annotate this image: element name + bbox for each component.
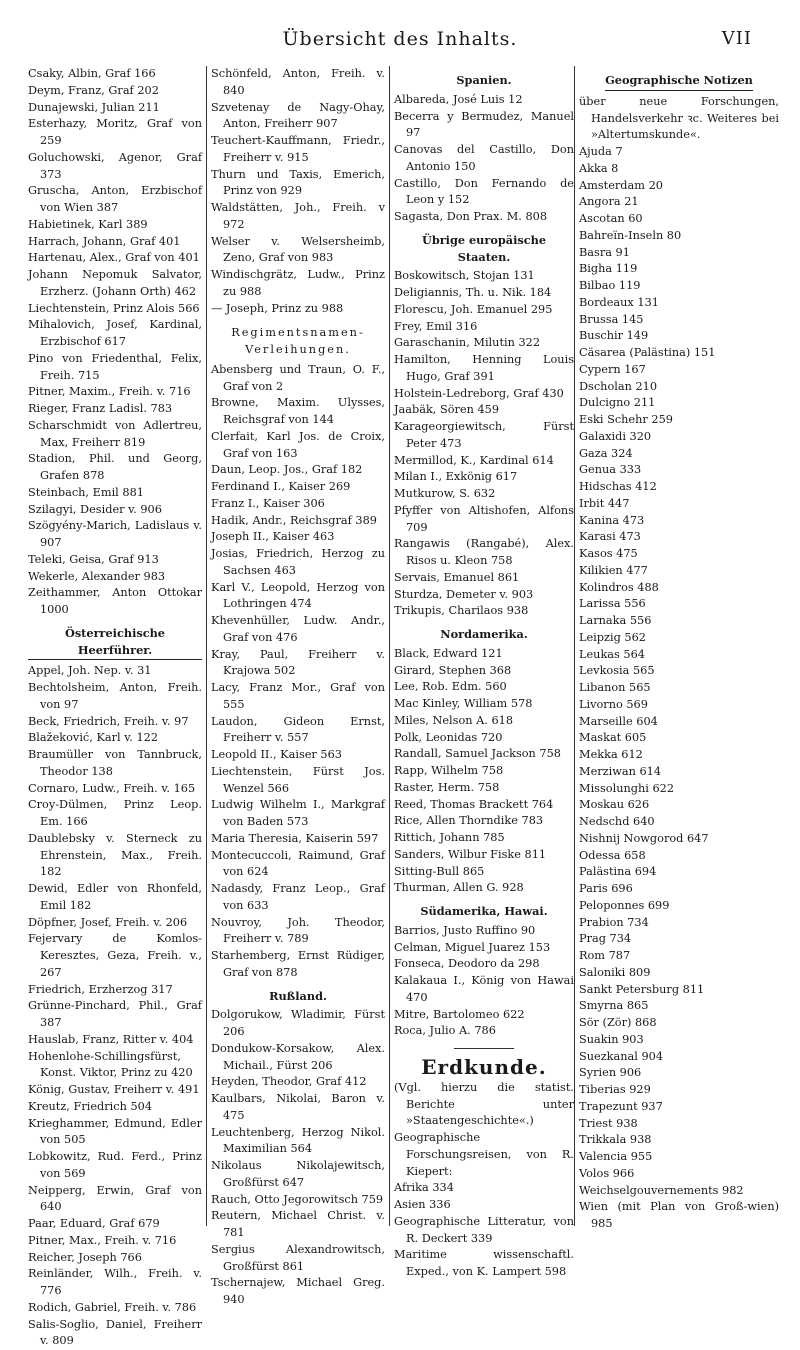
index-entry: Servais, Emanuel 861 bbox=[394, 570, 574, 587]
index-entry: Fonseca, Deodoro da 298 bbox=[394, 956, 574, 973]
index-entry: Syrien 906 bbox=[579, 1065, 779, 1082]
index-entry: König, Gustav, Freiherr v. 491 bbox=[28, 1082, 202, 1099]
index-entry: Missolunghi 622 bbox=[579, 781, 779, 798]
index-entry: Nouvroy, Joh. Theodor, Freiherr v. 789 bbox=[211, 915, 385, 949]
index-entry: Mutkurow, S. 632 bbox=[394, 486, 574, 503]
index-entry: Kanina 473 bbox=[579, 513, 779, 530]
index-entry: Saloniki 809 bbox=[579, 965, 779, 982]
column-1 bbox=[28, 66, 202, 1226]
index-entry: Cypern 167 bbox=[579, 362, 779, 379]
index-entry: Livorno 569 bbox=[579, 697, 779, 714]
index-entry: Kaulbars, Nikolai, Baron v. 475 bbox=[211, 1091, 385, 1125]
index-entry: Croy-Dülmen, Prinz Leop. Em. 166 bbox=[28, 797, 202, 831]
section-heading: Nordamerika. bbox=[394, 626, 574, 643]
index-entry: Suezkanal 904 bbox=[579, 1049, 779, 1066]
index-entry: Leopold II., Kaiser 563 bbox=[211, 747, 385, 764]
index-entry: Sagasta, Don Prax. M. 808 bbox=[394, 209, 574, 226]
index-entry: Karasi 473 bbox=[579, 529, 779, 546]
index-entry: Bilbao 119 bbox=[579, 278, 779, 295]
index-entry: Teleki, Geisa, Graf 913 bbox=[28, 552, 202, 569]
index-entry: Rice, Allen Thorndike 783 bbox=[394, 813, 574, 830]
index-entry: Rodich, Gabriel, Freih. v. 786 bbox=[28, 1300, 202, 1317]
index-entry: Hauslab, Franz, Ritter v. 404 bbox=[28, 1032, 202, 1049]
index-entry: Garaschanin, Milutin 322 bbox=[394, 335, 574, 352]
index-entry: Mac Kinley, William 578 bbox=[394, 696, 574, 713]
index-entry: Grünne-Pinchard, Phil., Graf 387 bbox=[28, 998, 202, 1032]
index-entry: Liechtenstein, Prinz Alois 566 bbox=[28, 301, 202, 318]
index-entry: Reed, Thomas Brackett 764 bbox=[394, 797, 574, 814]
index-entry: Maria Theresia, Kaiserin 597 bbox=[211, 831, 385, 848]
index-entry: Larnaka 556 bbox=[579, 613, 779, 630]
index-entry: Smyrna 865 bbox=[579, 998, 779, 1015]
section-heading: Regimentsnamen-Verleihungen. bbox=[211, 325, 385, 359]
index-entry: Welser v. Welsersheimb, Zeno, Graf von 983 bbox=[211, 234, 385, 268]
index-entry: Dscholan 210 bbox=[579, 379, 779, 396]
index-entry: Pfyffer von Altishofen, Alfons 709 bbox=[394, 503, 574, 537]
index-entry: Krieghammer, Edmund, Edler von 505 bbox=[28, 1116, 202, 1150]
index-entry: Csaky, Albin, Graf 166 bbox=[28, 66, 202, 83]
index-entry: Dewid, Edler von Rhonfeld, Emil 182 bbox=[28, 881, 202, 915]
index-entry: Tiberias 929 bbox=[579, 1082, 779, 1099]
index-entry: Kray, Paul, Freiherr v. Krajowa 502 bbox=[211, 647, 385, 681]
index-entry: Akka 8 bbox=[579, 161, 779, 178]
page-number: VII bbox=[722, 28, 752, 49]
index-entry: Merziwan 614 bbox=[579, 764, 779, 781]
index-entry: Ludwig Wilhelm I., Markgraf von Baden 573 bbox=[211, 797, 385, 831]
index-entry: Kreutz, Friedrich 504 bbox=[28, 1099, 202, 1116]
index-entry: Harrach, Johann, Graf 401 bbox=[28, 234, 202, 251]
index-entry: Dulcigno 211 bbox=[579, 395, 779, 412]
index-entry: Afrika 334 bbox=[394, 1180, 574, 1197]
index-entry: Volos 966 bbox=[579, 1166, 779, 1183]
index-entry: Galaxidi 320 bbox=[579, 429, 779, 446]
column-2 bbox=[206, 66, 385, 1226]
index-entry: Kolindros 488 bbox=[579, 580, 779, 597]
index-entry: Asien 336 bbox=[394, 1197, 574, 1214]
index-entry: Triest 938 bbox=[579, 1116, 779, 1133]
index-entry: Gruscha, Anton, Erzbischof von Wien 387 bbox=[28, 183, 202, 217]
index-entry: Leipzig 562 bbox=[579, 630, 779, 647]
index-entry: Esterhazy, Moritz, Graf von 259 bbox=[28, 116, 202, 150]
section-heading: Spanien. bbox=[394, 72, 574, 89]
index-entry: Friedrich, Erzherzog 317 bbox=[28, 982, 202, 999]
index-entry: Palästina 694 bbox=[579, 864, 779, 881]
index-entry: Leuchtenberg, Herzog Nikol. Maximilian 564 bbox=[211, 1125, 385, 1159]
index-entry: Albareda, José Luis 12 bbox=[394, 92, 574, 109]
index-entry: Nedschd 640 bbox=[579, 814, 779, 831]
index-entry: Kasos 475 bbox=[579, 546, 779, 563]
index-entry: Dondukow-Korsakow, Alex. Michail., Fürst 206 bbox=[211, 1041, 385, 1075]
index-entry: Florescu, Joh. Emanuel 295 bbox=[394, 302, 574, 319]
index-entry: Starhemberg, Ernst Rüdiger, Graf von 878 bbox=[211, 948, 385, 982]
index-entry: Thurman, Allen G. 928 bbox=[394, 880, 574, 897]
index-entry: Rauch, Otto Jegorowitsch 759 bbox=[211, 1192, 385, 1209]
index-entry: Zeithammer, Anton Ottokar 1000 bbox=[28, 585, 202, 619]
index-entry: Genua 333 bbox=[579, 462, 779, 479]
index-entry: Frey, Emil 316 bbox=[394, 319, 574, 336]
index-entry: Geographische Forschungsreisen, von R. Kiepert: bbox=[394, 1130, 574, 1180]
index-entry: Rieger, Franz Ladisl. 783 bbox=[28, 401, 202, 418]
index-entry: Deligiannis, Th. u. Nik. 184 bbox=[394, 285, 574, 302]
index-entry: Angora 21 bbox=[579, 194, 779, 211]
index-entry: Geographische Litteratur, von R. Deckert 339 bbox=[394, 1214, 574, 1248]
column-4 bbox=[574, 66, 779, 1226]
index-entry: Reutern, Michael Christ. v. 781 bbox=[211, 1208, 385, 1242]
index-entry: Pitner, Max., Freih. v. 716 bbox=[28, 1233, 202, 1250]
index-entry: Girard, Stephen 368 bbox=[394, 663, 574, 680]
index-entry: Leukas 564 bbox=[579, 647, 779, 664]
index-entry: Nikolaus Nikolajewitsch, Großfürst 647 bbox=[211, 1158, 385, 1192]
divider bbox=[454, 1048, 514, 1049]
index-entry: Reicher, Joseph 766 bbox=[28, 1250, 202, 1267]
section-heading: Übrige europäische Staaten. bbox=[394, 232, 574, 266]
index-entry: Moskau 626 bbox=[579, 797, 779, 814]
index-entry: Scharschmidt von Adlertreu, Max, Freiherr 819 bbox=[28, 418, 202, 452]
index-entry: Appel, Joh. Nep. v. 31 bbox=[28, 663, 202, 680]
index-entry: Lacy, Franz Mor., Graf von 555 bbox=[211, 680, 385, 714]
index-entry: Paris 696 bbox=[579, 881, 779, 898]
index-entry: Miles, Nelson A. 618 bbox=[394, 713, 574, 730]
index-entry: Beck, Friedrich, Freih. v. 97 bbox=[28, 714, 202, 731]
index-entry: Eski Schehr 259 bbox=[579, 412, 779, 429]
section-heading: Rußland. bbox=[211, 988, 385, 1005]
index-entry: Stadion, Phil. und Georg, Grafen 878 bbox=[28, 451, 202, 485]
column-3 bbox=[389, 66, 574, 1226]
index-entry: Jaabäk, Sören 459 bbox=[394, 402, 574, 419]
index-entry: Rapp, Wilhelm 758 bbox=[394, 763, 574, 780]
index-entry: Mihalovich, Josef, Kardinal, Erzbischof 617 bbox=[28, 317, 202, 351]
index-entry: Polk, Leonidas 720 bbox=[394, 730, 574, 747]
index-entry: Rittich, Johann 785 bbox=[394, 830, 574, 847]
index-entry: Gaza 324 bbox=[579, 446, 779, 463]
section-note: (Vgl. hierzu die statist. Berichte unter »Staatengeschichte«.) bbox=[394, 1080, 574, 1130]
index-entry: Neipperg, Erwin, Graf von 640 bbox=[28, 1183, 202, 1217]
index-entry: Blažeković, Karl v. 122 bbox=[28, 730, 202, 747]
index-entry: Steinbach, Emil 881 bbox=[28, 485, 202, 502]
index-entry: Schönfeld, Anton, Freih. v. 840 bbox=[211, 66, 385, 100]
index-entry: Peloponnes 699 bbox=[579, 898, 779, 915]
index-entry: Becerra y Bermudez, Manuel 97 bbox=[394, 109, 574, 143]
index-entry: Raster, Herm. 758 bbox=[394, 780, 574, 797]
index-entry: Maskat 605 bbox=[579, 730, 779, 747]
index-entry: Franz I., Kaiser 306 bbox=[211, 496, 385, 513]
index-entry: Mekka 612 bbox=[579, 747, 779, 764]
index-entry: Hamilton, Henning Louis Hugo, Graf 391 bbox=[394, 352, 574, 386]
index-entry: Barrios, Justo Ruffino 90 bbox=[394, 923, 574, 940]
index-entry: Döpfner, Josef, Freih. v. 206 bbox=[28, 915, 202, 932]
index-entry: Nishnij Nowgorod 647 bbox=[579, 831, 779, 848]
index-entry: Cäsarea (Palästina) 151 bbox=[579, 345, 779, 362]
index-entry: Roca, Julio A. 786 bbox=[394, 1023, 574, 1040]
index-entry: Boskowitsch, Stojan 131 bbox=[394, 268, 574, 285]
index-entry: Khevenhüller, Ludw. Andr., Graf von 476 bbox=[211, 613, 385, 647]
index-entry: Szilagyi, Desider v. 906 bbox=[28, 502, 202, 519]
index-entry: Amsterdam 20 bbox=[579, 178, 779, 195]
index-entry: Buschir 149 bbox=[579, 328, 779, 345]
index-entry: Hidschas 412 bbox=[579, 479, 779, 496]
index-entry: Karageorgiewitsch, Fürst Peter 473 bbox=[394, 419, 574, 453]
index-entry: Clerfait, Karl Jos. de Croix, Graf von 163 bbox=[211, 429, 385, 463]
index-entry: Browne, Maxim. Ulysses, Reichsgraf von 144 bbox=[211, 395, 385, 429]
index-entry: Trikupis, Charilaos 938 bbox=[394, 603, 574, 620]
index-entry: Basra 91 bbox=[579, 245, 779, 262]
page-header bbox=[0, 22, 800, 54]
index-entry: Sankt Petersburg 811 bbox=[579, 982, 779, 999]
index-entry: Paar, Eduard, Graf 679 bbox=[28, 1216, 202, 1233]
index-entry: Windischgrätz, Ludw., Prinz zu 988 bbox=[211, 267, 385, 301]
index-entry: Lobkowitz, Rud. Ferd., Prinz von 569 bbox=[28, 1149, 202, 1183]
index-entry: Mitre, Bartolomeo 622 bbox=[394, 1007, 574, 1024]
index-entry: Irbit 447 bbox=[579, 496, 779, 513]
index-entry: Bigha 119 bbox=[579, 261, 779, 278]
index-entry: Kilikien 477 bbox=[579, 563, 779, 580]
index-entry: Milan I., Exkönig 617 bbox=[394, 469, 574, 486]
index-entry: Weichselgouvernements 982 bbox=[579, 1183, 779, 1200]
index-entry: Mermillod, K., Kardinal 614 bbox=[394, 453, 574, 470]
index-entry: Sturdza, Demeter v. 903 bbox=[394, 587, 574, 604]
index-entry: Fejervary de Komlos-Keresztes, Geza, Freih. v., 267 bbox=[28, 931, 202, 981]
index-entry: Kalakaua I., König von Hawai 470 bbox=[394, 973, 574, 1007]
index-entry: Johann Nepomuk Salvator, Erzherz. (Johann Orth) 462 bbox=[28, 267, 202, 301]
index-entry: Heyden, Theodor, Graf 412 bbox=[211, 1074, 385, 1091]
index-entry: Josias, Friedrich, Herzog zu Sachsen 463 bbox=[211, 546, 385, 580]
index-entry: Wekerle, Alexander 983 bbox=[28, 569, 202, 586]
index-entry: Black, Edward 121 bbox=[394, 646, 574, 663]
index-entry: Teuchert-Kauffmann, Friedr., Freiherr v. 915 bbox=[211, 133, 385, 167]
index-entry: Rom 787 bbox=[579, 948, 779, 965]
index-entry: Castillo, Don Fernando de Leon y 152 bbox=[394, 176, 574, 210]
index-entry: Prag 734 bbox=[579, 931, 779, 948]
section-heading: Geographische Notizen bbox=[579, 72, 779, 91]
index-entry: Bordeaux 131 bbox=[579, 295, 779, 312]
index-entry: Hartenau, Alex., Graf von 401 bbox=[28, 250, 202, 267]
index-entry: Trapezunt 937 bbox=[579, 1099, 779, 1116]
index-entry: Szögyény-Marich, Ladislaus v. 907 bbox=[28, 518, 202, 552]
index-entry: Suakin 903 bbox=[579, 1032, 779, 1049]
index-entry: Pino von Friedenthal, Felix, Freih. 715 bbox=[28, 351, 202, 385]
index-entry: Braumüller von Tannbruck, Theodor 138 bbox=[28, 747, 202, 781]
index-entry: Sergius Alexandrowitsch, Großfürst 861 bbox=[211, 1242, 385, 1276]
index-entry: Odessa 658 bbox=[579, 848, 779, 865]
index-entry: Randall, Samuel Jackson 758 bbox=[394, 746, 574, 763]
index-entry: Celman, Miguel Juarez 153 bbox=[394, 940, 574, 957]
index-entry: Laudon, Gideon Ernst, Freiherr v. 557 bbox=[211, 714, 385, 748]
index-entry: Reinländer, Wilh., Freih. v. 776 bbox=[28, 1266, 202, 1300]
index-entry: Ajuda 7 bbox=[579, 144, 779, 161]
index-entry: Hohenlohe-Schillingsfürst, Konst. Viktor, Prinz zu 420 bbox=[28, 1049, 202, 1083]
index-entry: Valencia 955 bbox=[579, 1149, 779, 1166]
index-entry: Daun, Leop. Jos., Graf 182 bbox=[211, 462, 385, 479]
index-entry: Dunajewski, Julian 211 bbox=[28, 100, 202, 117]
index-entry: Salis-Soglio, Daniel, Freiherr v. 809 bbox=[28, 1317, 202, 1350]
index-entry: Marseille 604 bbox=[579, 714, 779, 731]
index-entry: Dolgorukow, Wladimir, Fürst 206 bbox=[211, 1007, 385, 1041]
index-entry: Deym, Franz, Graf 202 bbox=[28, 83, 202, 100]
index-entry: Szvetenay de Nagy-Ohay, Anton, Freiherr 907 bbox=[211, 100, 385, 134]
index-entry: Maritime wissenschaftl. Exped., von K. Lampert 598 bbox=[394, 1247, 574, 1281]
index-entry: Thurn und Taxis, Emerich, Prinz von 929 bbox=[211, 167, 385, 201]
index-entry: Holstein-Ledreborg, Graf 430 bbox=[394, 386, 574, 403]
index-entry: Sitting-Bull 865 bbox=[394, 864, 574, 881]
section-title: Erdkunde. bbox=[394, 1059, 574, 1076]
index-entry: Brussa 145 bbox=[579, 312, 779, 329]
index-entry: Liechtenstein, Fürst Jos. Wenzel 566 bbox=[211, 764, 385, 798]
index-entry: Canovas del Castillo, Don Antonio 150 bbox=[394, 142, 574, 176]
index-entry: Goluchowski, Agenor, Graf 373 bbox=[28, 150, 202, 184]
index-entry: Karl V., Leopold, Herzog von Lothringen 474 bbox=[211, 580, 385, 614]
index-entry: Ferdinand I., Kaiser 269 bbox=[211, 479, 385, 496]
index-entry: Bechtolsheim, Anton, Freih. von 97 bbox=[28, 680, 202, 714]
index-entry: Montecuccoli, Raimund, Graf von 624 bbox=[211, 848, 385, 882]
index-entry: Tschernajew, Michael Greg. 940 bbox=[211, 1275, 385, 1309]
index-entry: Joseph II., Kaiser 463 bbox=[211, 529, 385, 546]
index-entry: Waldstätten, Joh., Freih. v 972 bbox=[211, 200, 385, 234]
index-entry: Libanon 565 bbox=[579, 680, 779, 697]
index-entry: Sanders, Wilbur Fiske 811 bbox=[394, 847, 574, 864]
section-intro: über neue Forschungen, Handelsverkehr ꝛc. Weiteres bei »Altertumskunde«. bbox=[579, 94, 779, 144]
index-entry: Wien (mit Plan von Groß-wien) 985 bbox=[579, 1199, 779, 1233]
index-entry: Lee, Rob. Edm. 560 bbox=[394, 679, 574, 696]
index-entry: Trikkala 938 bbox=[579, 1132, 779, 1149]
index-entry: Nadasdy, Franz Leop., Graf von 633 bbox=[211, 881, 385, 915]
index-entry: Rangawis (Rangabé), Alex. Risos u. Kleon 758 bbox=[394, 536, 574, 570]
index-entry: Pitner, Maxim., Freih. v. 716 bbox=[28, 384, 202, 401]
index-entry: Bahreïn-Inseln 80 bbox=[579, 228, 779, 245]
index-entry: Levkosia 565 bbox=[579, 663, 779, 680]
index-entry: Larissa 556 bbox=[579, 596, 779, 613]
index-entry: Ascotan 60 bbox=[579, 211, 779, 228]
index-entry: Cornaro, Ludw., Freih. v. 165 bbox=[28, 781, 202, 798]
index-entry: Habietinek, Karl 389 bbox=[28, 217, 202, 234]
index-entry: Abensberg und Traun, O. F., Graf von 2 bbox=[211, 362, 385, 396]
index-entry: Hadik, Andr., Reichsgraf 389 bbox=[211, 513, 385, 530]
page-title: Übersicht des Inhalts. bbox=[0, 28, 800, 50]
index-entry: — Joseph, Prinz zu 988 bbox=[211, 301, 385, 318]
index-entry: Daublebsky v. Sterneck zu Ehrenstein, Max., Freih. 182 bbox=[28, 831, 202, 881]
index-entry: Sör (Zör) 868 bbox=[579, 1015, 779, 1032]
section-heading: Österreichische Heerführer. bbox=[28, 625, 202, 661]
section-heading: Südamerika, Hawai. bbox=[394, 903, 574, 920]
index-entry: Prabion 734 bbox=[579, 915, 779, 932]
